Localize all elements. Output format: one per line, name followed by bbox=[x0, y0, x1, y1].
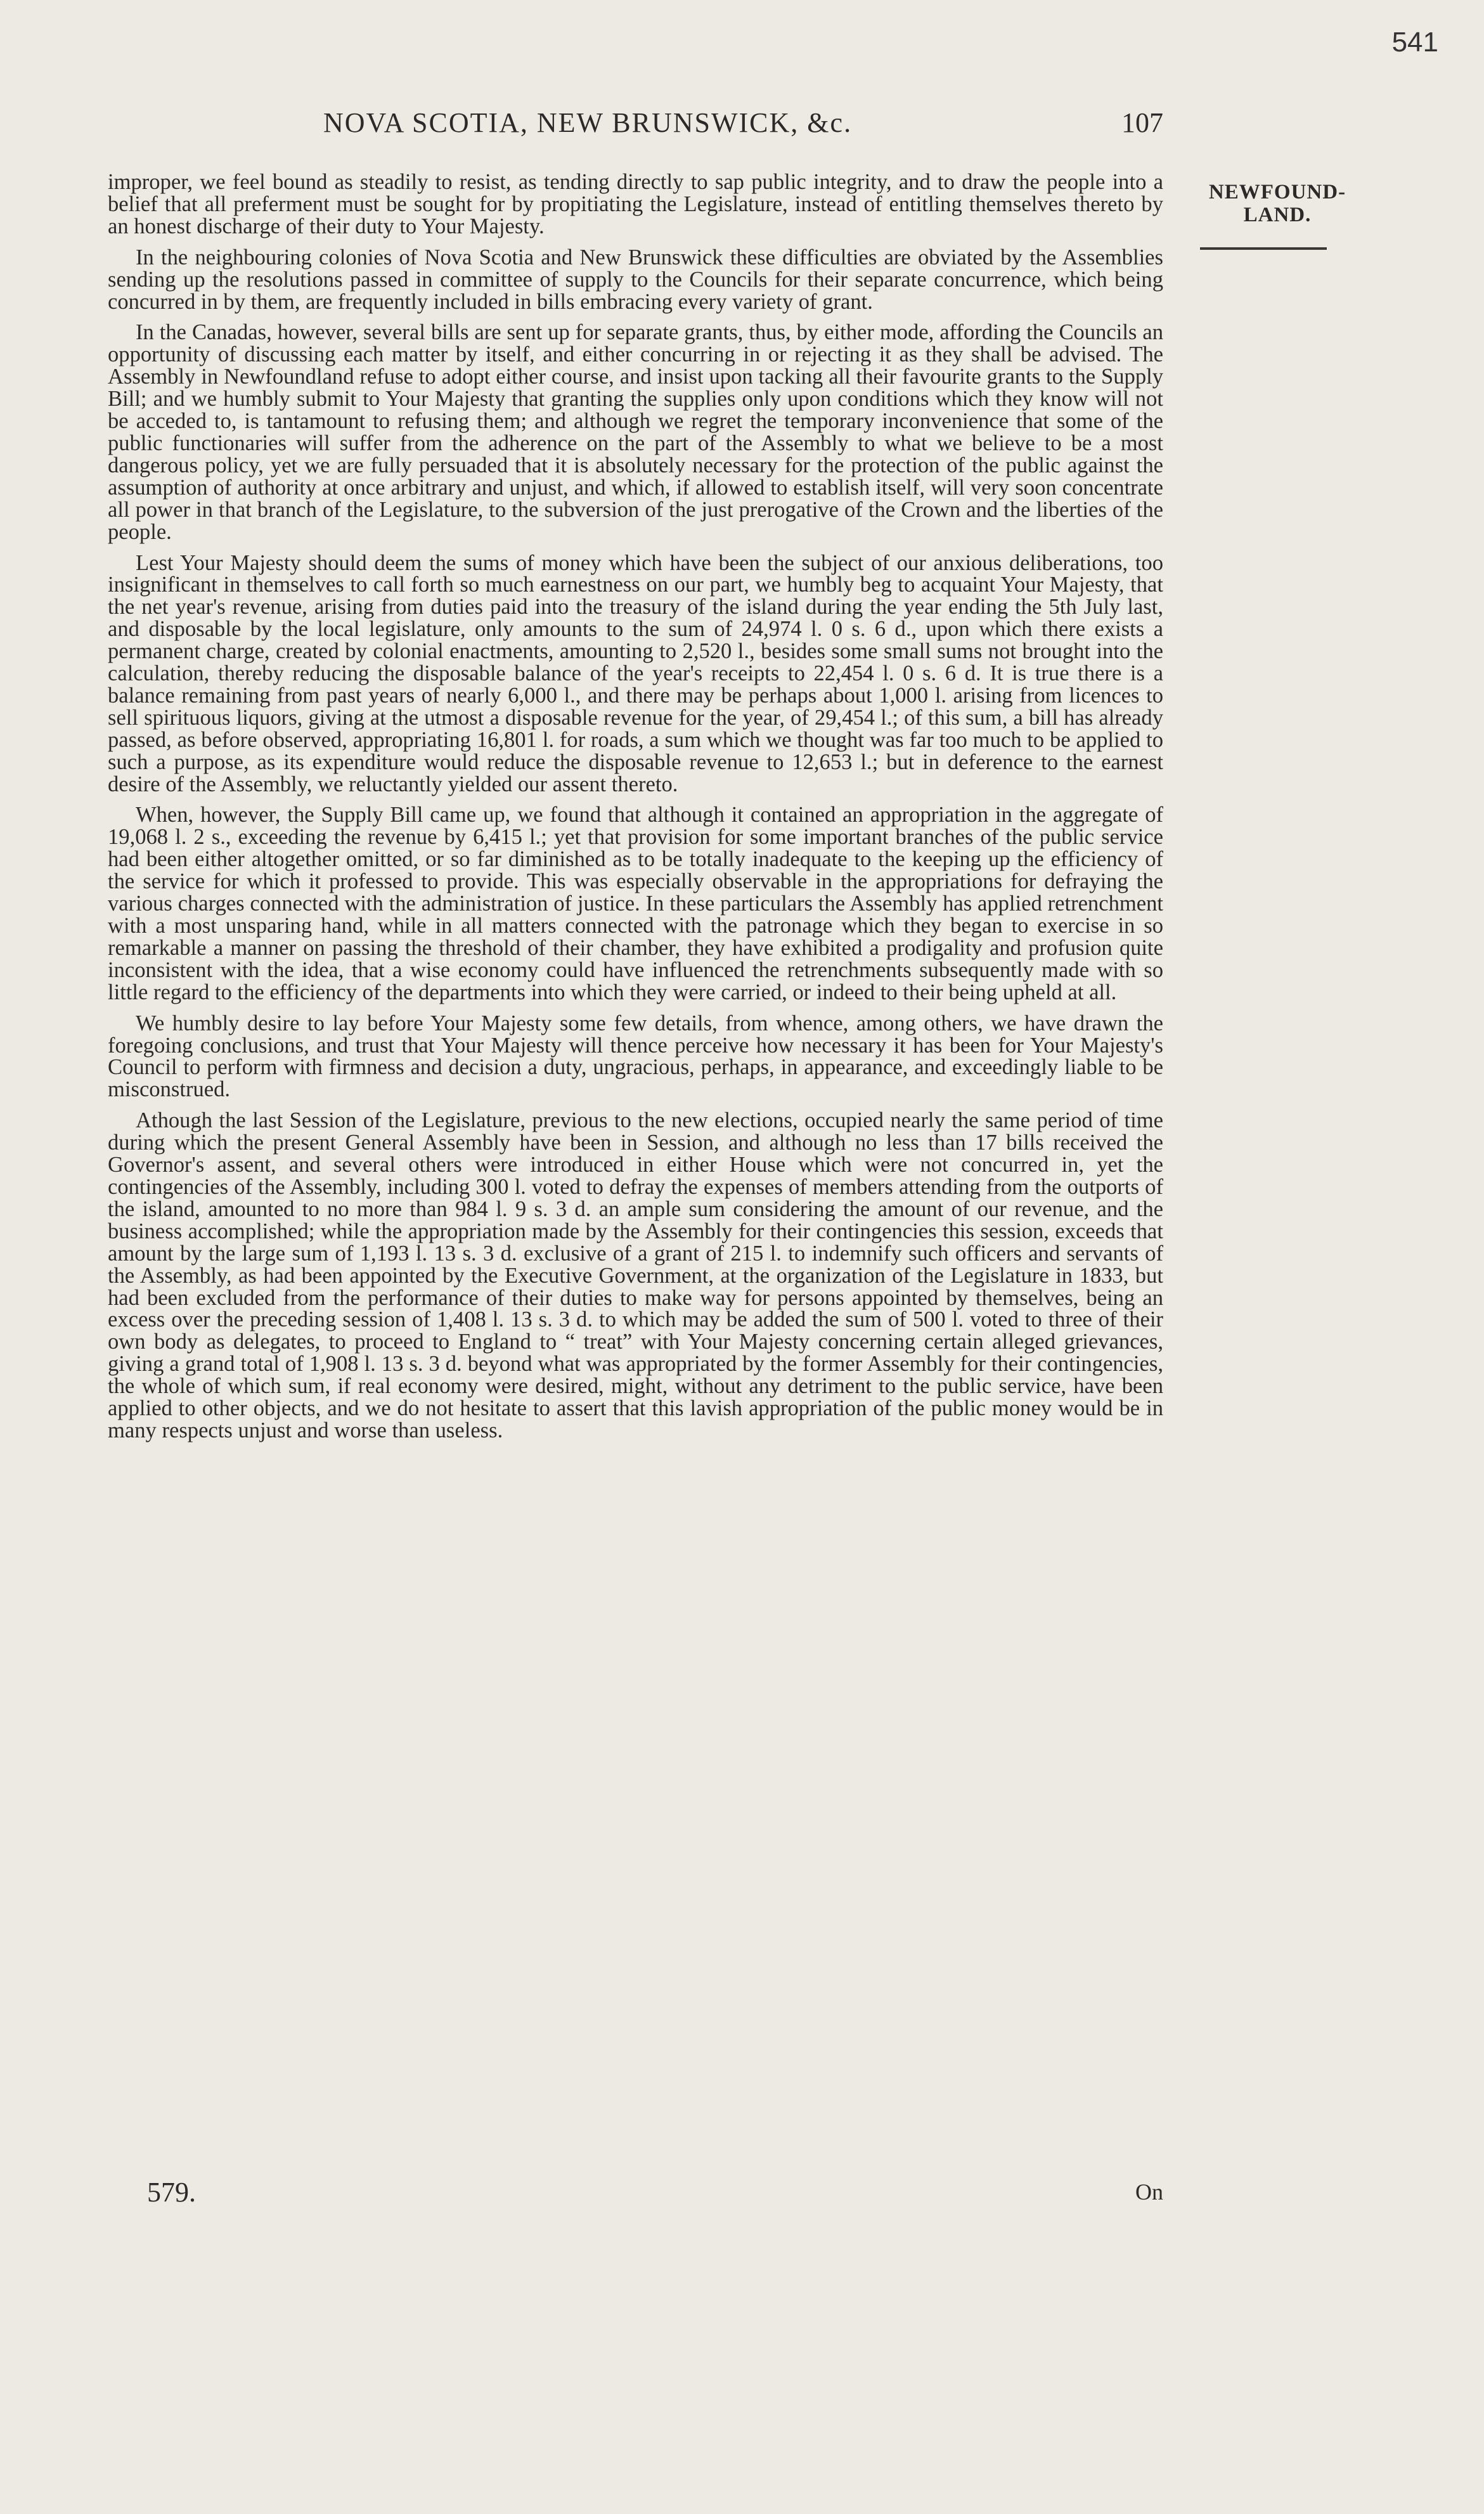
catchword: On bbox=[1135, 2179, 1163, 2205]
paragraph-2: In the neighbouring colonies of Nova Scotia and New Brunswick these difficulties are obviated by the Assemblies sending up the resolutions passed in committee of supply to the Councils for their separate concurrence, which being concurred in by them, are frequently included in bills embracing every variety of grant. bbox=[108, 245, 1163, 314]
body-text bbox=[108, 171, 1163, 1451]
page-number: 107 bbox=[1121, 107, 1163, 138]
paragraph-1: improper, we feel bound as steadily to resist, as tending directly to sap public integrity, and to draw the people into a belief that all preferment must be sought for by propitiating the Legislature, instead of entitling themselves thereto by an honest discharge of their duty to Your Majesty. bbox=[108, 170, 1163, 238]
paragraph-3: In the Canadas, however, several bills are sent up for separate grants, thus, by either mode, affording the Councils an opportunity of discussing each matter by itself, and either concurring in or rejecting it as they shall be advised. The Assembly in Newfoundland refuse to adopt either course, and insist upon tacking all their favourite grants to the Supply Bill; and we humbly submit to Your Majesty that granting the supplies only upon conditions which they know will not be acceded to, is tantamount to refusing them; and although we regret the temporary inconvenience that some of the public functionaries will suffer from the adherence on the part of the Assembly to what we believe to be a most dangerous policy, yet we are fully persuaded that it is absolutely necessary for the protection of the public against the assumption of authority at once arbitrary and unjust, and which, if allowed to establish itself, will very soon concentrate all power in that branch of the Legislature, to the subversion of the just prerogative of the Crown and the liberties of the people. bbox=[108, 320, 1163, 544]
margin-note-line-2: LAND. bbox=[1243, 204, 1312, 226]
signature-mark: 579. bbox=[147, 2177, 196, 2208]
archive-page-number: 541 bbox=[1391, 27, 1438, 58]
paragraph-5: When, however, the Supply Bill came up, we found that although it contained an appropriation in the aggregate of 19,068 l. 2 s., exceeding the revenue by 6,415 l.; yet that provision for some important branches of the public service had been either altogether omitted, or so far diminished as to be totally inadequate to the keeping up the efficiency of the service for which it professed to provide. This was especially observable in the appropriations for defraying the various charges connected with the administration of justice. In these particulars the Assembly has applied retrenchment with a most unsparing hand, while in all matters connected with the patronage which they began to exercise in so remarkable a manner on passing the threshold of their chamber, they have exhibited a prodigality and profusion quite inconsistent with the idea, that a wise economy could have influenced the retrenchments subsequently made with so little regard to the efficiency of the departments into which they were carried, or indeed to their being upheld at all. bbox=[108, 803, 1163, 1004]
running-head bbox=[108, 107, 1163, 145]
margin-note bbox=[1182, 181, 1372, 226]
paragraph-4: Lest Your Majesty should deem the sums of money which have been the subject of our anxious deliberations, too insignificant in themselves to call forth so much earnestness on our part, we humbly beg to acquaint Your Majesty, that the net year's revenue, arising from duties paid into the treasury of the island during the year ending the 5th July last, and disposable by the local legislature, only amounts to the sum of 24,974 l. 0 s. 6 d., upon which there exists a permanent charge, created by colonial enactments, amounting to 2,520 l., besides some small sums not brought into the calculation, thereby reducing the disposable balance of the year's receipts to 22,454 l. 0 s. 6 d. It is true there is a balance remaining from past years of nearly 6,000 l., and there may be perhaps about 1,000 l. arising from licences to sell spirituous liquors, giving at the utmost a disposable revenue for the year, of 29,454 l.; of this sum, a bill has already passed, as before observed, appropriating 16,801 l. for roads, a sum which we thought was far too much to be applied to such a purpose, as its expenditure would reduce the disposable revenue to 12,653 l.; but in deference to the earnest desire of the Assembly, we reluctantly yielded our assent thereto. bbox=[108, 550, 1163, 796]
paragraph-7: Athough the last Session of the Legislature, previous to the new elections, occupied nearly the same period of time during which the present General Assembly have been in Session, and although no less than 17 bills received the Governor's assent, and several others were introduced in either House which were not concurred in, yet the contingencies of the Assembly, including 300 l. voted to defray the expenses of members attending from the outports of the island, amounted to no more than 984 l. 9 s. 3 d. an ample sum considering the amount of our revenue, and the business accomplished; while the appropriation made by the Assembly for their contingencies this session, exceeds that amount by the large sum of 1,193 l. 13 s. 3 d. exclusive of a grant of 215 l. to indemnify such officers and servants of the Assembly, as had been appointed by the Executive Government, at the organization of the Legislature in 1833, but had been excluded from the performance of their duties to make way for persons appointed by themselves, being an excess over the preceding session of 1,408 l. 13 s. 3 d. to which may be added the sum of 500 l. voted to three of their own body as delegates, to proceed to England to “ treat” with Your Majesty concerning certain alleged grievances, giving a grand total of 1,908 l. 13 s. 3 d. beyond what was appropriated by the former Assembly for their contingencies, the whole of which sum, if real economy were desired, might, without any detriment to the public service, have been applied to other objects, and we do not hesitate to assert that this lavish appropriation of the public money would be in many respects unjust and worse than useless. bbox=[108, 1108, 1163, 1442]
margin-rule bbox=[1200, 247, 1327, 250]
margin-note-line-1: NEWFOUND- bbox=[1208, 181, 1346, 204]
running-title: NOVA SCOTIA, NEW BRUNSWICK, &c. bbox=[323, 107, 853, 138]
page-footer bbox=[108, 2176, 1163, 2208]
paragraph-6: We humbly desire to lay before Your Majesty some few details, from whence, among others, we have drawn the foregoing conclusions, and trust that Your Majesty will thence perceive how necessary it has been for Your Majesty's Council to perform with firmness and decision a duty, ungracious, perhaps, in appearance, and exceedingly liable to be misconstrued. bbox=[108, 1011, 1163, 1102]
